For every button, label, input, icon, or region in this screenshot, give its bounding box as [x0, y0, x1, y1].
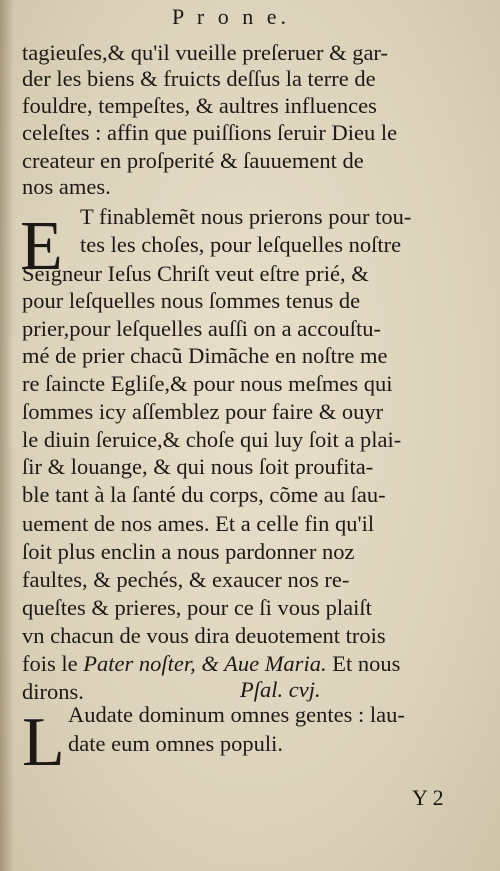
text-line: ble tant à la ſanté du corps, cõme au ſau-	[22, 482, 386, 507]
text-line: queſtes & prieres, pour ce ſi vous plaiſt	[22, 595, 372, 620]
italic-prayer-names: Pater noſter, & Aue Maria.	[83, 651, 327, 676]
text-line: fouldre, tempeſtes, & aultres influences	[22, 93, 377, 118]
text-line: ſoit plus enclin a nous pardonner noz	[22, 539, 355, 564]
text-run: Et nous	[326, 651, 401, 676]
running-header: P r o n e.	[172, 4, 291, 29]
drop-cap: E	[20, 208, 63, 285]
text-run: fois le	[22, 651, 84, 676]
text-line: tes les choſes, pour leſquelles noſtre	[80, 232, 402, 257]
drop-cap: L	[22, 704, 65, 781]
text-line: der les biens & fruicts deſſus la terre de	[22, 66, 376, 91]
text-line: Seigneur Ieſus Chriſt veut eſtre prié, &	[22, 261, 369, 286]
text-line: faultes, & pechés, & exaucer nos re-	[22, 567, 350, 592]
text-line: pour leſquelles nous ſommes tenus de	[22, 288, 361, 313]
text-line: le diuin ſeruice,& choſe qui luy ſoit a plai-	[22, 427, 402, 452]
text-line: celeſtes : affin que puiſſions ſeruir Dieu le	[22, 120, 398, 145]
text-line: vn chacun de vous dira deuotement trois	[22, 623, 386, 648]
text-line: ſommes icy aſſemblez pour faire & ouyr	[22, 399, 384, 424]
text-line: T finablemẽt nous prierons pour tou-	[80, 204, 412, 229]
text-line: Audate dominum omnes gentes : lau-	[68, 702, 405, 727]
text-line-mixed	[22, 651, 400, 677]
text-line: tagieuſes,& qu'il vueille preſeruer & gar-	[22, 40, 388, 65]
text-line: mé de prier chacũ Dimãche en noſtre me	[22, 343, 388, 368]
text-line: re ſaincte Egliſe,& pour nous meſmes qui	[22, 371, 393, 396]
text-line: nos ames.	[22, 174, 111, 199]
signature-mark: Y 2	[412, 785, 444, 810]
text-line: ſir & louange, & qui nous ſoit proufita-	[22, 454, 374, 479]
text-line: date eum omnes populi.	[68, 731, 283, 756]
text-line: dirons.	[22, 679, 84, 704]
text-line: prier,pour leſquelles auſſi on a accouſtu-	[22, 316, 381, 341]
page-gutter-shadow	[0, 0, 14, 871]
text-line: createur en proſperité & ſauuement de	[22, 148, 364, 173]
psalm-reference: Pſal. cvj.	[240, 677, 321, 702]
text-line: uement de nos ames. Et a celle fin qu'il	[22, 511, 375, 536]
